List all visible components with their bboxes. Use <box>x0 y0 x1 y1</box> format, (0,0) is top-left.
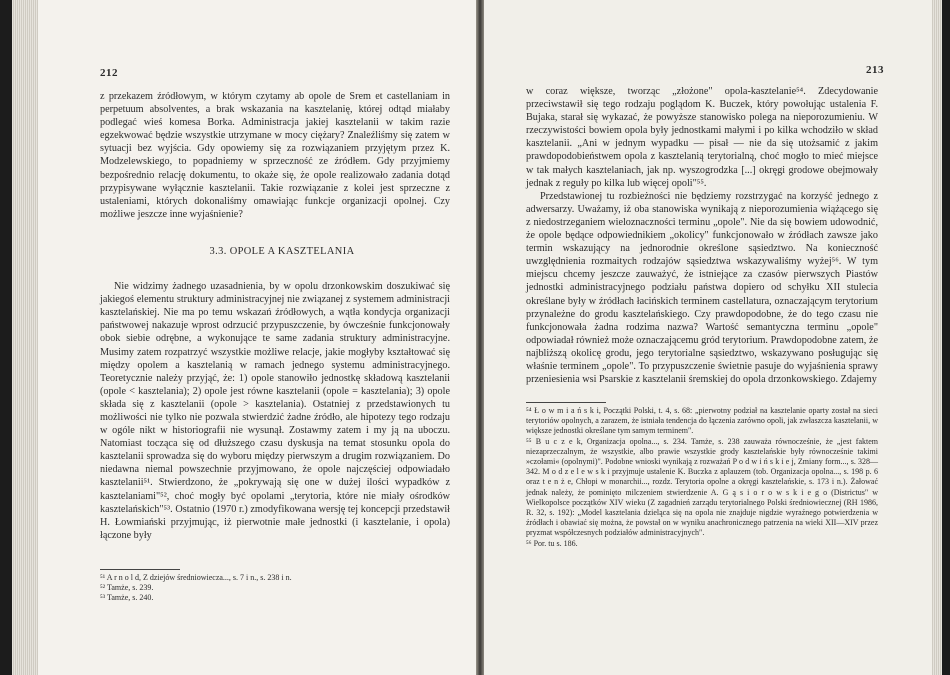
paragraph: w coraz większe, tworząc „złożone" opola-kasztelanie⁵⁴. Zdecydowanie przeciwstawił się tego rodzaju poglądom K. Buczek, który powołując ustalenia F. Bujaka, starał się wykazać, że powyższe stanowisko polega na nieporozumieniu. W rzeczywistości bowiem opola były jednostkami małymi i po kilka wchodziło w skład kasztelanii. „Ani w jednym wypadku — pisał — nie da się utożsamić z jakim prawdopodobieństwem opola z kasztelanią terytorialną, choć mogło to mieć miejsce w tak małych kasztelaniach, jak np. wyszogrodzka [...] okręgi grodowe obejmowały jednak z reguły po kilka lub więcej opoli"⁵⁵. <box>526 86 878 189</box>
paragraph: Przedstawionej tu rozbieżności nie będziemy rozstrzygać na korzyść jednego z adwersarzy. Uważamy, iż oba stanowiska wynikają z nieporozumienia wiążącego się z niedostrzeganiem wieloznaczności terminu „opole". Nie da się bowiem udowodnić, że opole będące odpowiednikiem „okolicy" funkcjonowało w źródłach zawsze jako termin wskazujący na jednorodnie określone sąsiedztwo. Na konieczność uwzględnienia rozmaitych rodzajów sąsiedztwa wskazywaliśmy wyżej⁵⁶. W tym miejscu chcemy jeszcze zauważyć, że istniejące za czasów pierwszych Piastów jednostki administracyjnego podziału państwa dopiero od schyłku XII stulecia określane były w źródłach łacińskich terminem castellatura, oznaczającym terytorium przynależne do grodu kasztelańskiego. Czy prawdopodobne, że do tego czasu nie funkcjonowała żadna rodzima nazwa? Wartość semantyczna terminu „opole" odpowiadał również może oznaczającemu gród terytorium. Prawdopodobne zatem, że najbliższą okolicę grodu, jego terytorialne sąsiedztwo, wskazywano posługując się właśnie terminem „opole". To przypuszczenie świetnie pasuje do wyjaśnienia sprawy przeniesienia wsi Psarskie z kasztelanii śremskiej do opola drzonkowskiego. Zdajemy <box>526 190 878 386</box>
section-heading: 3.3. OPOLE A KASZTELANIA <box>209 245 355 257</box>
page-stack-edge <box>12 0 38 675</box>
footnote: ⁵² Tamże, s. 239. <box>100 583 154 593</box>
left-page <box>12 0 476 675</box>
footnote-rule <box>100 569 180 570</box>
book-gutter <box>476 0 484 675</box>
page-stack-edge <box>932 0 942 675</box>
footnote: ⁵¹ A r n o l d, Z dziejów średniowiecza..., s. 7 i n., s. 238 i n. <box>100 573 292 582</box>
footnote: ⁵⁵ B u c z e k, Organizacja opolna..., s. 234. Tamże, s. 238 zauważa równocześnie, że „jest faktem niezaprzeczalnym, że wszystkie, albo prawie wszystkie grody kasztelańskie były równocześnie takimi »czołami« (opolnymi)". Podobne wnioski wynikają z rozważań P o d w i ń s k i e j, Zmiany form..., s. 328—342. M o d z e l e w s k i przyjmuje ustalenie K. Buczka z aplauzem (tob. Organizacja opolna..., s. 198 p. 6 oraz t e n ż e, Chłopi w monarchii..., rozdz. Terytoria opolne a okręgi kasztelańskie, s. 173 i n.). Żałować jednak należy, że pominięto milczeniem stwierdzenie A. G ą s i o r o w s k i e g o (Districtus" w Wielkopolsce początków XIV wieku (Z zagadnień zarządu terytorialnego Polski średniowiecznej (RH 1986, R. 32, s. 192): „Model kasztelania dzieląca się na opola nie znajduje nigdzie wyraźnego potwierdzenia w źródłach i obawiać się można, że powstał on w wyniku anachronicznego patrzenia na wieki XII—XIV przez pryzmat współczesnych podziałów administracyjnych". <box>526 436 878 538</box>
right-page <box>484 0 942 675</box>
page-number: 213 <box>866 64 884 76</box>
left-main-column <box>100 90 450 542</box>
left-footnotes <box>100 569 450 604</box>
footnote-rule <box>526 402 606 403</box>
right-main-column <box>526 85 878 386</box>
footnote: ⁵³ Tamże, s. 240. <box>100 593 154 603</box>
section-paragraph: Nie widzimy żadnego uzasadnienia, by w opolu drzonkowskim doszukiwać się jakiegoś elementu struktury administracyjnej nie związanej z systemem administracji kasztelańskiej. Nie ma po temu wskazań źródłowych, a wątła kondycja organizacji państwowej nakazuje wprost odrzucić przypuszczenie, by ówcześnie funkcjonowały obok siebie odrębne, a wykonujące te same zadania struktury administracyjne. Musimy zatem rozpatrzyć wszystkie możliwe relacje, jakie mogłyby kształtować się między opolem a kasztelanią w ramach jednego systemu administracyjnego. Teoretycznie należy przyjąć, że: 1) opole stanowiło jednostkę składową kasztelanii (opole < kasztelania); 2) opole jest równe kasztelanii (opole = kasztelania); 3) opole składa się z kasztelanii (opole > kasztelania). Ostatniej z przedstawionych tu możliwości nie tylko nie pozwala stwierdzić żadne źródło, ale hipotezy tego rodzaju w ogóle nikt w historiografii nie wysunął. Zostawmy zatem i my ją na uboczu. Natomiast tocząca się od dłuższego czasu dyskusja na temat stosunku opola do kasztelanii sprowadza się do wyboru między pierwszym a drugim rozwiązaniem. Do niedawna niemal powszechnie przyjmowano, że opole najczęściej odpowiadało kasztelanii⁵¹. Stwierdzono, że „pokrywają się one w dużej ilości wypadków z kasztelaniami"⁵², choć mogły być opolami „terytoria, które nie miały ośrodków kasztelańskich"⁵³. Ostatnio (1970 r.) zmodyfikowana wersję tej koncepcji przedstawił H. Łowmiański przyjmując, iż pierwotnie małe jednostki (i kasztelanie, i opola) łączone były <box>100 281 450 541</box>
right-footnotes <box>526 402 878 549</box>
footnote: ⁵⁶ Por. tu s. 186. <box>526 538 578 548</box>
page-number: 212 <box>100 67 118 79</box>
intro-paragraph: z przekazem źródłowym, w którym czytamy ab opole de Srem et castellaniam in perpetuum absolventes, a brak wskazania na kasztelanię, której odtąd miałaby podlegać wieś komesa Borka. Administracja jakiej kasztelanii w takim razie egzekwować będzie wszystkie utrzymane w mocy ciężary? Znaleźliśmy się zatem w sytuacji bez wyjścia. Gdy opowiemy się za rozwiązaniem przyjętym przez K. Modzelewskiego, to popadniemy w sprzeczność ze źródłem. Gdy przyjmiemy bezpośrednio relację dokumentu, to okaże się, że opole realizowało zadania dotąd przypisywane wyłącznie kasztelanii. Takie rozwiązanie z kolei jest sprzeczne z ustaleniami, których dokonaliśmy omawiając funkcje organizacji opolnej. Czy możliwe jeszcze inne wyjaśnienie? <box>100 91 450 220</box>
footnote: ⁵⁴ Ł o w m i a ń s k i, Początki Polski, t. 4, s. 68: „pierwotny podział na kasztelanie oparty został na sieci terytoriów opolnych, a zarazem, że istniała tendencja do łączenia zarówno opoli, jak zwłaszcza kasztelanii, w większe jednostki określane tym samym terminem". <box>526 406 878 436</box>
